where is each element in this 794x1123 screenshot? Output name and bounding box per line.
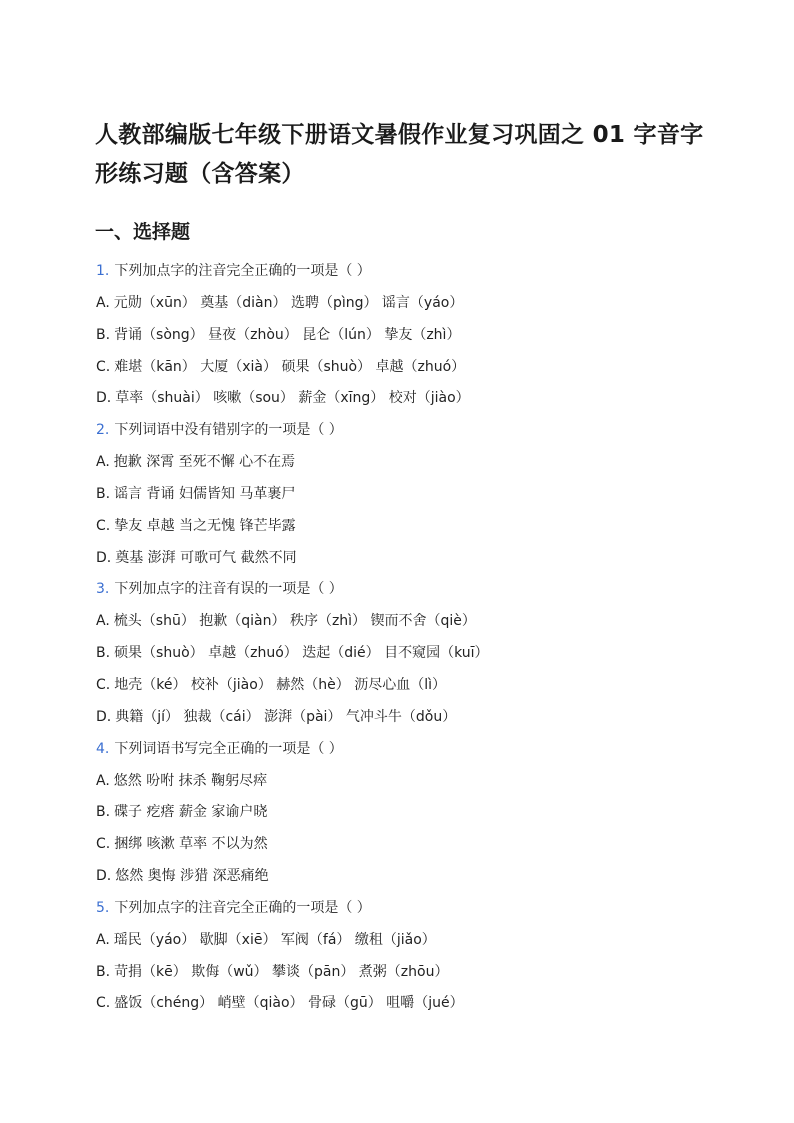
option-item: [96, 606, 716, 638]
option-letter: B.: [96, 485, 111, 502]
option-letter: C.: [96, 358, 111, 375]
option-text: 地壳（ké） 校补（jiào） 赫然（hè） 沥尽心血（lì）: [114, 676, 446, 693]
option-item: [96, 320, 716, 352]
question-stem: [96, 734, 716, 766]
option-item: [96, 670, 716, 702]
question-text: 下列词语书写完全正确的一项是（ ）: [114, 740, 343, 757]
option-item: [96, 479, 716, 511]
option-letter: D.: [96, 390, 112, 407]
question-stem: [96, 574, 716, 606]
option-letter: D.: [96, 549, 112, 566]
option-letter: D.: [96, 708, 112, 725]
option-text: 典籍（jí） 独裁（cái） 澎湃（pài） 气冲斗牛（dǒu）: [115, 708, 457, 725]
question-number: 1.: [96, 263, 110, 279]
option-item: [96, 957, 716, 989]
option-item: [96, 511, 716, 543]
section-title: 一、选择题: [95, 221, 191, 243]
option-text: 梳头（shū） 抱歉（qiàn） 秩序（zhì） 锲而不舍（qiè）: [113, 613, 476, 630]
option-item: [96, 861, 716, 893]
option-letter: C.: [96, 995, 111, 1012]
question-text: 下列加点字的注音完全正确的一项是（ ）: [114, 263, 371, 279]
option-letter: B.: [96, 645, 111, 662]
document-title: 人教部编版七年级下册语文暑假作业复习巩固之 01 字音字形练习题（含答案）: [95, 122, 704, 187]
option-text: 元勋（xūn） 奠基（diàn） 选聘（pìng） 谣言（yáo）: [113, 294, 464, 311]
option-letter: A.: [96, 931, 110, 948]
option-text: 盛饭（chéng） 峭壁（qiào） 骨碌（gū） 咀嚼（jué）: [114, 995, 464, 1012]
option-item: [96, 447, 716, 479]
question-number: 2.: [96, 422, 110, 439]
option-item: [96, 925, 716, 957]
question-stem: [96, 893, 716, 925]
option-text: 难堪（kān） 大厦（xià） 硕果（shuò） 卓越（zhuó）: [114, 358, 466, 375]
option-letter: C.: [96, 676, 111, 693]
option-letter: B.: [96, 963, 111, 980]
option-item: [96, 702, 716, 734]
option-text: 悠然 吩咐 抹杀 鞠躬尽瘁: [113, 772, 268, 789]
option-text: 草率（shuài） 咳嗽（sou） 薪金（xīng） 校对（jiào）: [115, 390, 470, 407]
option-text: 挚友 卓越 当之无愧 锋芒毕露: [114, 517, 296, 534]
option-letter: A.: [96, 772, 110, 789]
option-letter: B.: [96, 804, 111, 821]
option-text: 抱歉 深霄 至死不懈 心不在焉: [113, 454, 296, 471]
option-letter: D.: [96, 868, 112, 885]
option-text: 背诵（sòng） 昼夜（zhòu） 昆仑（lún） 挚友（zhì）: [114, 326, 461, 343]
option-text: 奠基 澎湃 可歌可气 截然不同: [115, 549, 297, 566]
question-text: 下列加点字的注音完全正确的一项是（ ）: [114, 899, 371, 916]
option-text: 谣言 背诵 妇儒皆知 马革裹尸: [114, 485, 296, 502]
option-item: [96, 766, 716, 798]
question-text: 下列词语中没有错别字的一项是（ ）: [114, 422, 343, 439]
option-item: [96, 797, 716, 829]
option-letter: A.: [96, 613, 110, 630]
option-letter: A.: [96, 294, 110, 311]
question-number: 3.: [96, 581, 110, 598]
option-item: [96, 383, 716, 415]
question-stem: [96, 415, 716, 447]
option-letter: B.: [96, 326, 111, 343]
question-number: 5.: [96, 899, 110, 916]
option-text: 悠然 奥悔 涉猎 深恶痛绝: [115, 868, 269, 885]
question-text: 下列加点字的注音有误的一项是（ ）: [114, 581, 343, 598]
option-text: 苛捐（kē） 欺侮（wǔ） 攀谈（pān） 煮粥（zhōu）: [114, 963, 449, 980]
option-item: [96, 352, 716, 384]
option-text: 捆绑 咳漱 草率 不以为然: [114, 836, 268, 853]
option-item: [96, 288, 716, 320]
option-text: 碟子 疙瘩 薪金 家谕户晓: [114, 804, 268, 821]
option-letter: C.: [96, 836, 111, 853]
option-item: [96, 829, 716, 861]
option-item: [96, 638, 716, 670]
option-item: [96, 988, 716, 1020]
question-number: 4.: [96, 740, 110, 757]
question-stem: [96, 256, 716, 288]
option-text: 瑶民（yáo） 歇脚（xiē） 军阀（fá） 缴租（jiǎo）: [113, 931, 436, 948]
option-letter: C.: [96, 517, 111, 534]
option-letter: A.: [96, 454, 110, 471]
question-list: [96, 256, 716, 1020]
option-item: [96, 543, 716, 575]
option-text: 硕果（shuò） 卓越（zhuó） 迭起（dié） 目不窥园（kuī）: [114, 645, 489, 662]
